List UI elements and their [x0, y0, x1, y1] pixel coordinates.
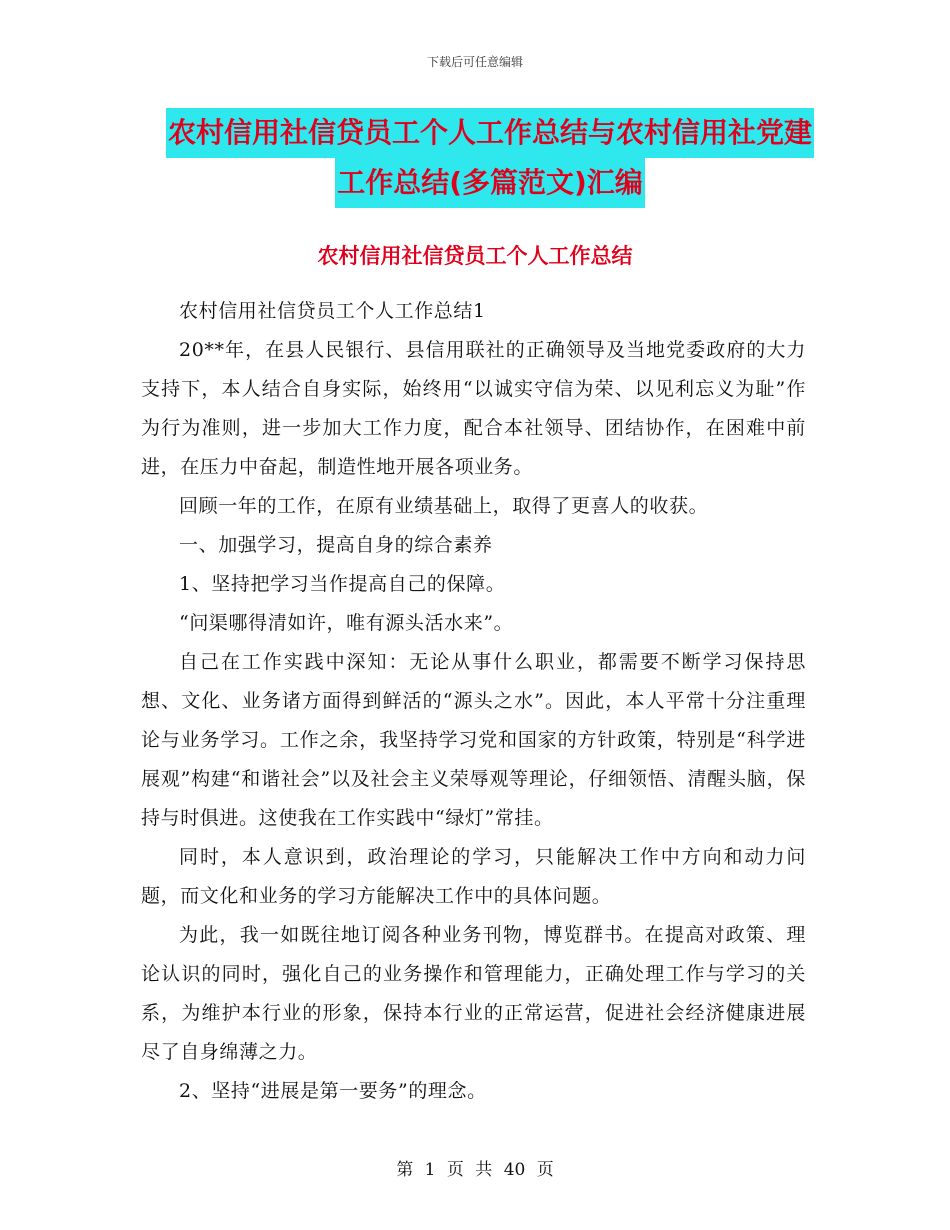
section-heading: 农村信用社信贷员工个人工作总结 [317, 244, 633, 268]
title-line-1: 农村信用社信贷员工个人工作总结与农村信用社党建 [166, 108, 814, 158]
paragraph: “问渠哪得清如许，唯有源头活水来”。 [179, 612, 514, 634]
title-line-2: 工作总结(多篇范文)汇编 [335, 158, 645, 208]
document-body [141, 292, 806, 1111]
paragraph: 一、加强学习，提高自身的综合素养 [179, 534, 493, 556]
paragraph: 回顾一年的工作，在原有业绩基础上，取得了更喜人的收获。 [179, 495, 709, 517]
paragraph: 自己在工作实践中深知：无论从事什么职业，都需要不断学习保持思想、文化、业务诸方面得到鲜活的“源头之水”。因此，本人平常十分注重理论与业务学习。工作之余，我坚持学习党和国家的方针政策，特别是“科学进展观”构建“和谐社会”以及社会主义荣辱观等理论，仔细领悟、清醒头脑，保持与时俱进。这使我在工作实践中“绿灯”常挂。 [141, 651, 806, 829]
header-note: 下载后可任意编辑 [426, 55, 523, 69]
paragraph: 1、坚持把学习当作提高自己的保障。 [179, 573, 506, 595]
paragraph: 20**年，在县人民银行、县信用联社的正确领导及当地党委政府的大力支持下，本人结合自身实际，始终用“以诚实守信为荣、以见利忘义为耻”作为行为准则，进一步加大工作力度，配合本社领导、团结协作，在困难中前进，在压力中奋起，制造性地开展各项业务。 [141, 339, 806, 478]
paragraph: 为此，我一如既往地订阅各种业务刊物，博览群书。在提高对政策、理论认识的同时，强化自己的业务操作和管理能力，正确处理工作与学习的关系，为维护本行业的形象，保持本行业的正常运营，促进社会经济健康进展尽了自身绵薄之力。 [141, 924, 806, 1063]
paragraph: 同时，本人意识到，政治理论的学习，只能解决工作中方向和动力问题，而文化和业务的学习方能解决工作中的具体问题。 [141, 846, 806, 907]
paragraph: 农村信用社信贷员工个人工作总结1 [179, 300, 486, 322]
page-number: 第 1 页 共 40 页 [396, 1160, 554, 1180]
document-title [140, 108, 840, 208]
paragraph: 2、坚持“进展是第一要务”的理念。 [179, 1080, 487, 1102]
